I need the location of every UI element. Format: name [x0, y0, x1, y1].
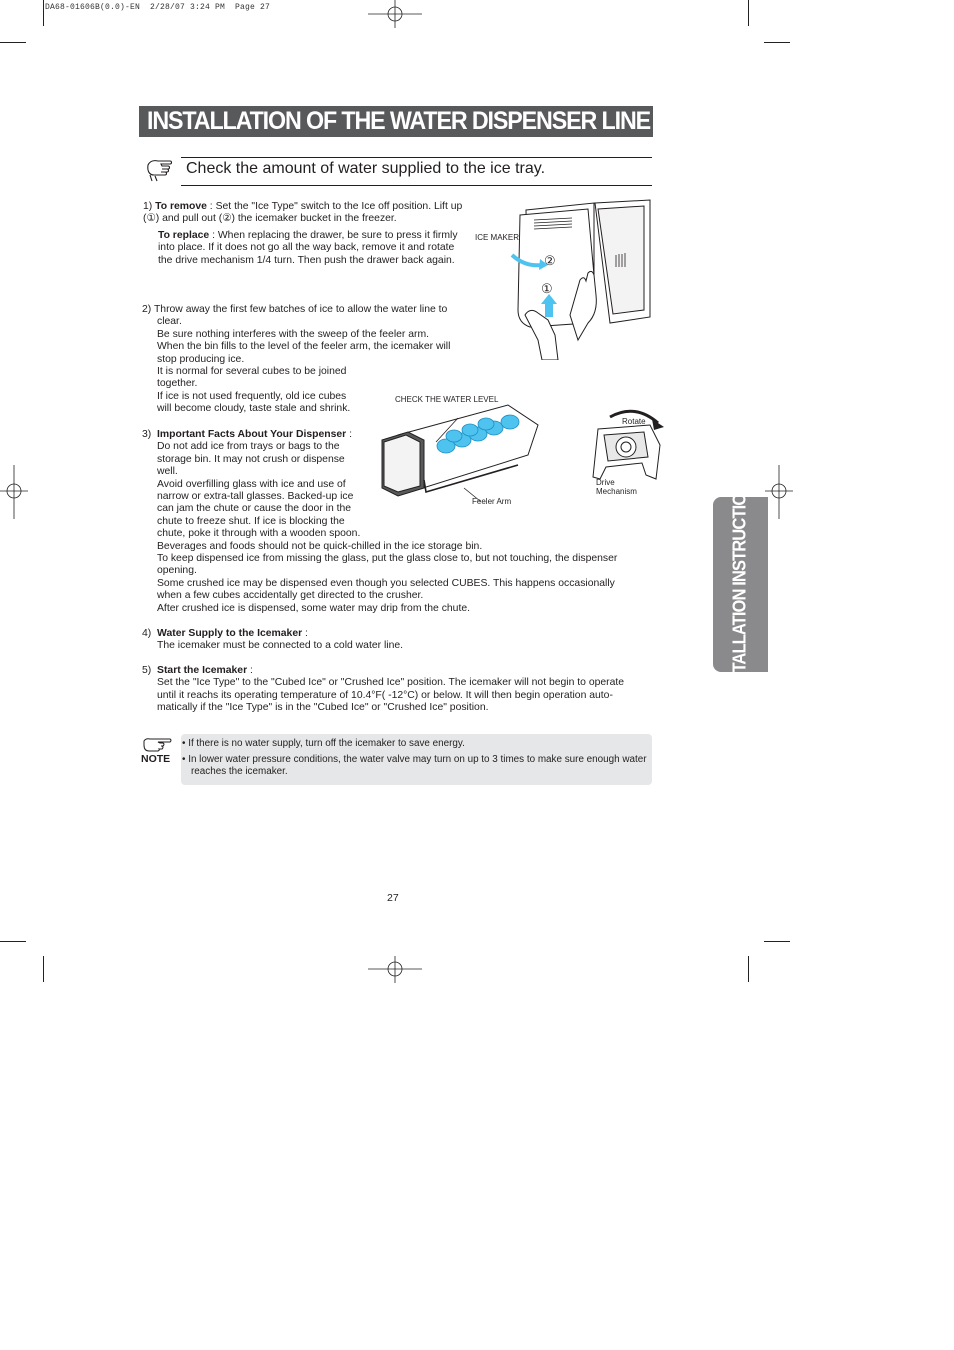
step-3: 3) Important Facts About Your Dispenser : Do not add ice from trays or bags to the storage bin. It may not crush or dispense well. Avoid overfilling glass with ice and use of narrow or extra-tall glasses. Backed-up ice can jam the chute or cause the door in the chute to freeze shut. If ice is blocking the chute, poke it through with a wooden spoon. Beverages and foods should not be quick-chilled in the ice storage bin. To keep dispensed ice from missing the glass, put the glass close to, but not touching, the dispenser opening. Some crushed ice may be dispensed even though you selected CUBES. This happens occasionally when a few cubes accidentally get directed to the crusher. After crushed ice is dispensed, some water may drip from the chute. — [142, 429, 618, 614]
note-item: • If there is no water supply, turn off the icemaker to save energy. — [182, 738, 465, 749]
page-title: INSTALLATION OF THE WATER DISPENSER LINE — [147, 107, 651, 135]
marker-2: ② — [544, 253, 556, 268]
ice-maker-bucket-illustration — [470, 195, 660, 360]
printer-header: DA68-01606B(0.0)-EN 2/28/07 3:24 PM Page 27 — [45, 3, 271, 12]
check-water-level-label: CHECK THE WATER LEVEL — [395, 395, 499, 404]
subheading: Check the amount of water supplied to the ice tray. — [186, 160, 546, 177]
marker-1: ① — [541, 281, 553, 296]
note-item: • In lower water pressure conditions, the water valve may turn on up to 3 times to make sure enough water reaches the icemaker. — [182, 753, 647, 778]
rotate-label: Rotate — [622, 417, 646, 426]
page-title-bar — [139, 106, 653, 137]
drive-label: Drive — [596, 478, 615, 487]
page-number: 27 — [387, 892, 399, 904]
side-tab-label: INSTALLATION INSTRUCTIONS — [729, 472, 750, 698]
pointing-hand-icon — [144, 155, 176, 183]
ice-tray-illustration — [378, 400, 548, 505]
note-box — [181, 734, 652, 785]
note-hand-icon — [142, 735, 174, 753]
subheading-rule-top — [181, 157, 652, 158]
step-4: 4) Water Supply to the Icemaker : The icemaker must be connected to a cold water line. — [142, 628, 404, 652]
step-1: 1) To remove : Set the "Ice Type" switch to the Ice off position. Lift up (①) and pull out (②) the icemaker bucket in the freezer. To replace : When replacing the drawer, be sure to press it firmly into place. If it does not go all the way back, remove it and rotate the drive mechanism 1/4 turn. Then push the drawer back again. — [143, 201, 463, 266]
subheading-rule-bottom — [181, 185, 652, 186]
step-5: 5) Start the Icemaker : Set the "Ice Type" to the "Cubed Ice" or "Crushed Ice" position. The icemaker will not begin to operate until it reachs its operating temperature of 10.4°F( -12°C) or below. It will then begin operation auto- matically if the "Ice Type" is in the "Cubed Ice" or "Crushed Ice" position. — [142, 665, 625, 714]
mechanism-label: Mechanism — [596, 487, 637, 496]
step-2: 2) Throw away the first few batches of ice to allow the water line to clear. Be sure nothing interferes with the sweep of the feeler arm. When the bin fills to the level of the feeler arm, the icemaker will stop producing ice. It is normal for several cubes to be joined together. If ice is not used frequently, old ice cubes will become cloudy, taste stale and shrink. — [142, 304, 451, 415]
ice-maker-label: ICE MAKER — [475, 233, 520, 242]
note-label: NOTE — [141, 753, 171, 765]
side-tab — [713, 472, 768, 698]
feeler-arm-label: Feeler Arm — [472, 497, 512, 506]
